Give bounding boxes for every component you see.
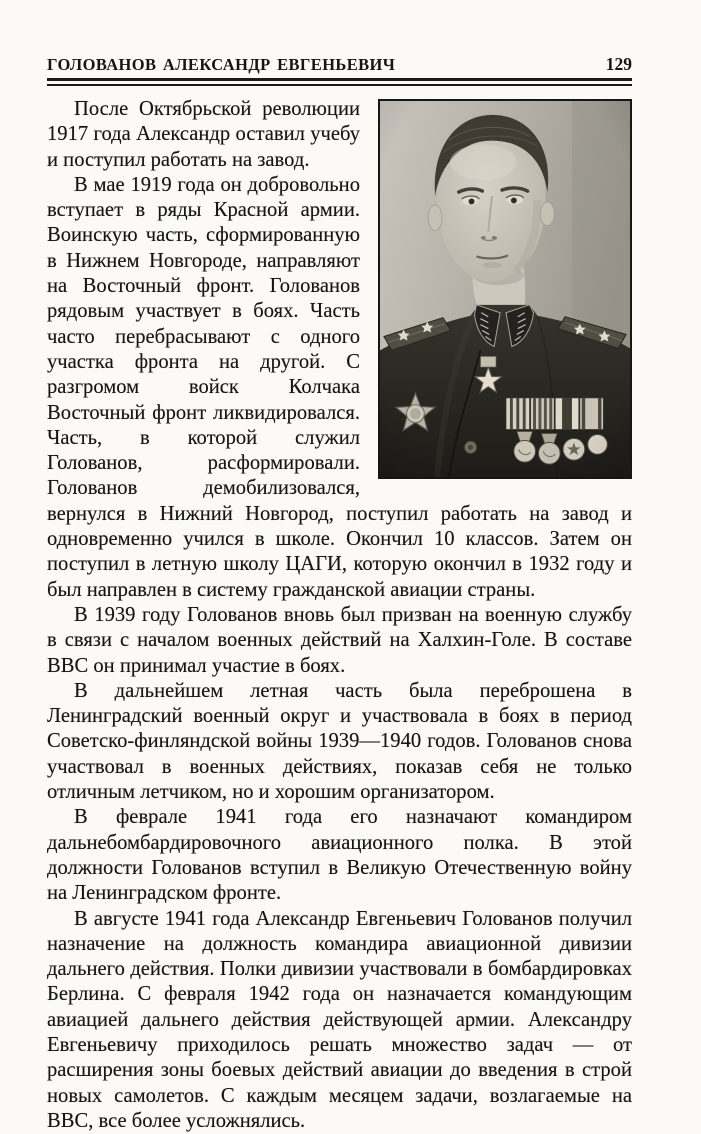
- header-double-rule: [47, 78, 632, 86]
- running-head-title: ГОЛОВАНОВ АЛЕКСАНДР ЕВГЕНЬЕВИЧ: [47, 55, 395, 75]
- paragraph-4: В дальнейшем летная часть была переброшена в Ленинградский военный округ и участвовала в боях в период Советско-финляндской войны 1939—1940 годов. Голованов снова участвовал в военных действиях, показав себя не только отличным летчиком, но и хорошим организатором.: [47, 679, 632, 805]
- paragraph-3: В 1939 году Голованов вновь был призван на военную службу в связи с началом военных действий на Халхин-Голе. В составе ВВС он принимал участие в боях.: [47, 603, 632, 679]
- paragraph-5: В феврале 1941 года его назначают командиром дальнебомбардировочного авиационного полка. В этой должности Голованов вступил в Великую Отечественную войну на Ленинградском фронте.: [47, 805, 632, 906]
- article-body: [47, 97, 632, 1134]
- page-number: 129: [606, 54, 632, 75]
- portrait-illustration: [380, 101, 630, 477]
- running-head: [47, 54, 632, 75]
- paragraph-2: В мае 1919 года он добровольно вступает в ряды Красной армии. Воинскую часть, сформированную в Нижнем Новгороде, направляют на Восточный фронт. Голованов рядовым участвует в боях. Часть часто перебрасывают с одного участка фронта на другой. С разгромом войск Колчака Восточный фронт ликвидировался. Часть, в которой служил Голованов, расформировали. Голованов демобилизовался, вернулся в Нижний Новгород, поступил работать на завод и одновременно учился в школе. Окончил 10 классов. Затем он поступил в летную школу ЦАГИ, которую окончил в 1932 году и был направлен в систему гражданской авиации страны.: [47, 173, 632, 603]
- portrait-photo: [378, 99, 632, 479]
- paragraph-6: В августе 1941 года Александр Евгеньевич Голованов получил назначение на должность командира авиационной дивизии дальнего действия. Полки дивизии участвовали в бомбардировках Берлина. С февраля 1942 года он назначается командующим авиацией дальнего действия действующей армии. Александру Евгеньевичу приходилось решать множество задач — от расширения зоны боевых действий авиации до введения в строй новых самолетов. С каждым месяцем задачи, возлагаемые на ВВС, все более усложнялись.: [47, 907, 632, 1134]
- paragraph-1: После Октябрьской революции 1917 года Александр оставил учебу и поступил работать на завод.: [47, 97, 632, 173]
